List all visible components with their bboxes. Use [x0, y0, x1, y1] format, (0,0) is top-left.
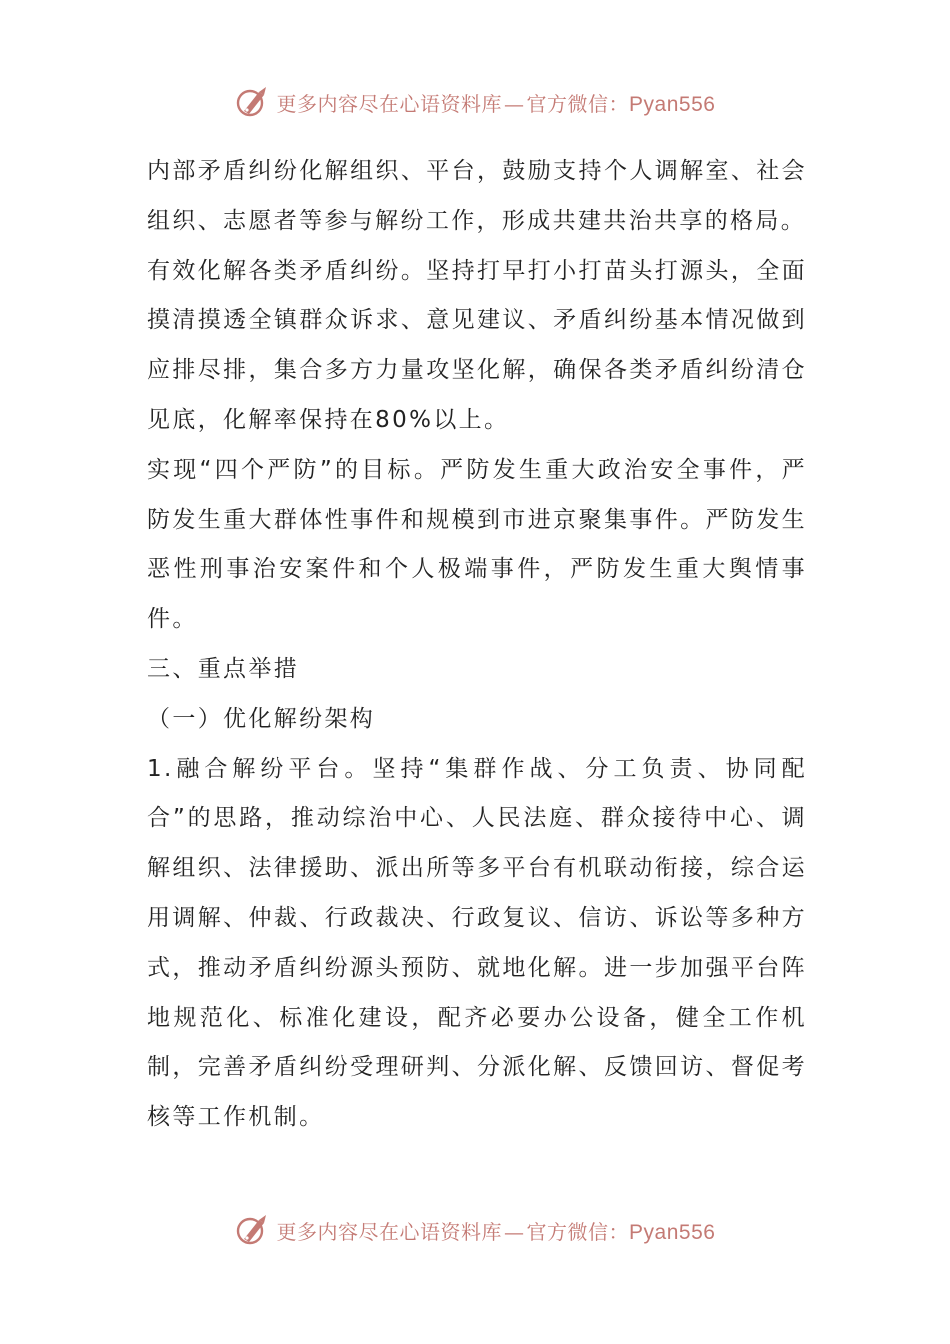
watermark-text: 更多内容尽在心语资料库 — 官方微信：Pyan556 — [276, 91, 716, 116]
paragraph-intro-continued: 内部矛盾纠纷化解组织、平台，鼓励支持个人调解室、社会组织、志愿者等参与解纷工作，形成共建共治共享的格局。 — [147, 158, 807, 234]
pen-nib-circle-icon — [235, 84, 271, 120]
watermark-text: 更多内容尽在心语资料库 — 官方微信：Pyan556 — [276, 1219, 716, 1244]
header-watermark — [0, 80, 950, 124]
paragraph-resolve-disputes: 有效化解各类矛盾纠纷。坚持打早打小打苗头打源头，全面摸清摸透全镇群众诉求、意见建议、矛盾纠纷基本情况做到应排尽排，集合多方力量攻坚化解，确保各类矛盾纠纷清仓见底，化解率保持在80%以上。 — [147, 257, 807, 433]
document-body — [147, 147, 807, 1143]
paragraph-integrate-platforms: 1.融合解纷平台。坚持“集群作战、分工负责、协同配合”的思路，推动综治中心、人民法庭、群众接待中心、调解组织、法律援助、派出所等多平台有机联动衔接，综合运用调解、仲裁、行政裁决、行政复议、信访、诉讼等多种方式，推动矛盾纠纷源头预防、就地化解。进一步加强平台阵地规范化、标准化建设，配齐必要办公设备，健全工作机制，完善矛盾纠纷受理研判、分派化解、反馈回访、督促考核等工作机制。 — [147, 755, 807, 1131]
pen-nib-circle-icon — [235, 1212, 271, 1248]
section-heading-key-measures: 三、重点举措 — [147, 655, 300, 682]
paragraph-four-prevention-goals: 实现“四个严防”的目标。严防发生重大政治安全事件，严防发生重大群体性事件和规模到市进京聚集事件。严防发生恶性刑事治安案件和个人极端事件，严防发生重大舆情事件。 — [147, 456, 807, 633]
footer-watermark — [0, 1208, 950, 1252]
subsection-heading-optimize-structure: （一）优化解纷架构 — [147, 705, 376, 732]
